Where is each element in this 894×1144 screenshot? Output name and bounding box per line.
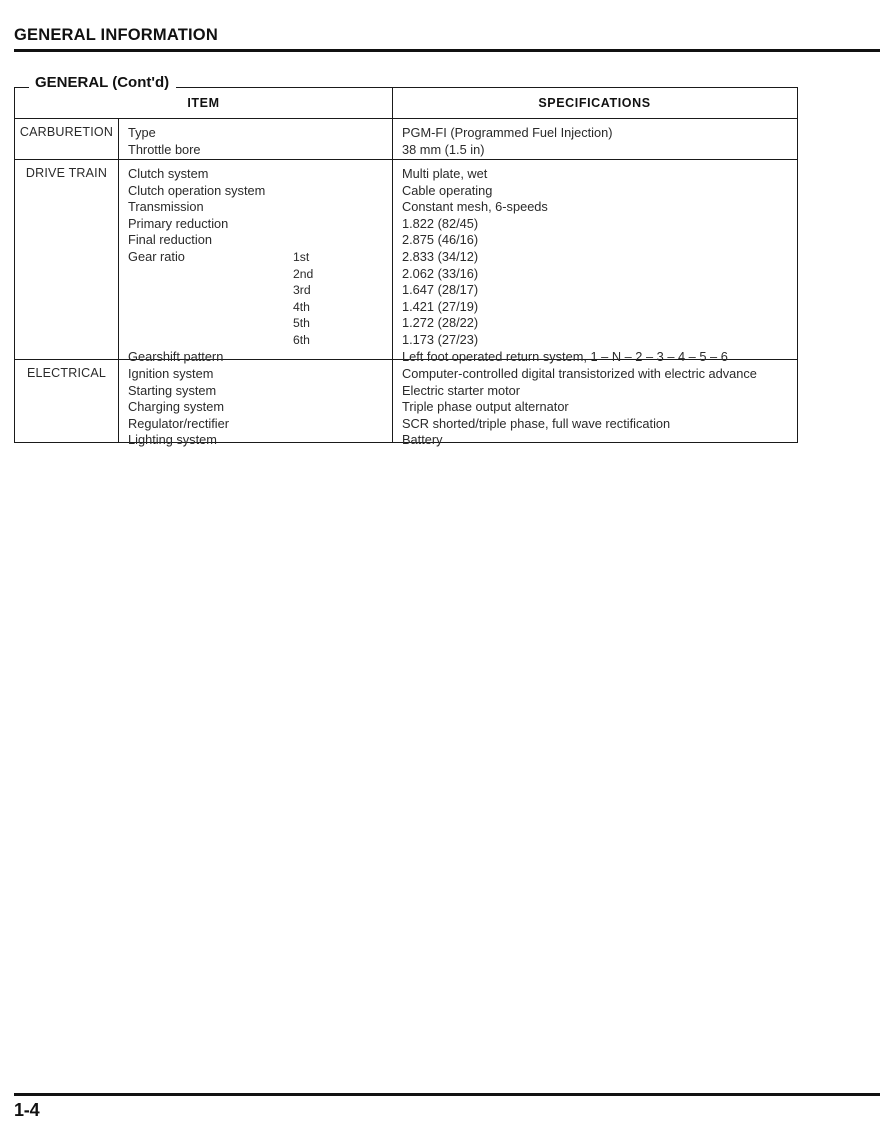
column-header-item: ITEM (187, 96, 220, 110)
table-row-items (118, 166, 392, 365)
spec-value: Electric starter motor (402, 382, 521, 398)
spec-value: 1.421 (27/19) (402, 298, 479, 314)
table-row-items (118, 366, 392, 449)
spec-value: Cable operating (402, 182, 493, 198)
item-label-row (128, 299, 392, 316)
item-label: Clutch system (128, 166, 209, 181)
item-label: Lighting system (128, 432, 217, 448)
spec-value: 1.822 (82/45) (402, 215, 479, 231)
gear-ordinal: 4th (293, 299, 310, 314)
item-label: Throttle bore (128, 141, 201, 157)
gear-ordinal: 2nd (293, 266, 314, 281)
page-number: 1-4 (14, 1100, 40, 1120)
table-row-specifications (392, 166, 797, 365)
item-label: Charging system (128, 399, 225, 415)
spec-value: Constant mesh, 6-speeds (402, 199, 548, 215)
spec-value: Triple phase output alternator (402, 399, 569, 415)
spec-value: 2.875 (46/16) (402, 232, 479, 248)
spec-value: SCR shorted/triple phase, full wave rectification (402, 415, 671, 431)
row-divider-header (15, 118, 797, 119)
item-label: Gear ratio (128, 248, 185, 264)
item-label: Final reduction (128, 232, 212, 248)
item-label-row (128, 216, 392, 233)
specifications-table (14, 87, 798, 448)
gear-ordinal: 5th (293, 316, 310, 331)
footer-rule (14, 1093, 880, 1096)
gear-ordinal: 1st (293, 249, 310, 264)
table-row-specifications (392, 366, 797, 449)
row-divider-carburetion (15, 159, 797, 160)
spec-value: 2.833 (34/12) (402, 248, 479, 264)
table-row-items (118, 125, 392, 158)
item-label: Type (128, 125, 156, 140)
gear-ordinal: 6th (293, 332, 310, 347)
table-row-category: ELECTRICAL (26, 366, 107, 380)
item-label-row (128, 166, 392, 183)
running-head: GENERAL INFORMATION (14, 26, 218, 44)
spec-value: 2.062 (33/16) (402, 265, 479, 281)
item-label-row (128, 183, 392, 200)
item-label-row (128, 199, 392, 216)
spec-value: Multi plate, wet (402, 166, 488, 181)
item-label: Clutch operation system (128, 182, 266, 198)
spec-value: Left foot operated return system, 1 – N – 2 – 3 – 4 – 5 – 6 (402, 348, 728, 364)
item-label-row (128, 232, 392, 249)
spec-value: 1.647 (28/17) (402, 282, 479, 298)
table-row-category: CARBURETION (19, 125, 114, 139)
table-row-specifications (392, 125, 797, 158)
item-label-row (128, 349, 392, 366)
item-label: Ignition system (128, 366, 214, 381)
item-label-row (128, 249, 392, 266)
table-row-category: DRIVE TRAIN (25, 166, 108, 180)
item-label-row (128, 332, 392, 349)
item-label-row (128, 282, 392, 299)
spec-value: PGM-FI (Programmed Fuel Injection) (402, 125, 613, 140)
section-title: GENERAL (Cont'd) (29, 74, 176, 91)
header-rule (14, 49, 880, 52)
item-label-row (128, 266, 392, 283)
item-label-row (128, 315, 392, 332)
gear-ordinal: 3rd (293, 283, 311, 298)
spec-value: Computer-controlled digital transistorized with electric advance (402, 366, 757, 381)
item-label: Regulator/rectifier (128, 415, 229, 431)
spec-value: 1.272 (28/22) (402, 315, 479, 331)
item-label: Gearshift pattern (128, 348, 224, 364)
item-label: Primary reduction (128, 215, 229, 231)
item-label: Transmission (128, 199, 204, 215)
spec-value: Battery (402, 432, 443, 448)
spec-value: 1.173 (27/23) (402, 331, 479, 347)
column-header-specifications: SPECIFICATIONS (538, 96, 651, 110)
item-label: Starting system (128, 382, 217, 398)
spec-value: 38 mm (1.5 in) (402, 141, 485, 157)
